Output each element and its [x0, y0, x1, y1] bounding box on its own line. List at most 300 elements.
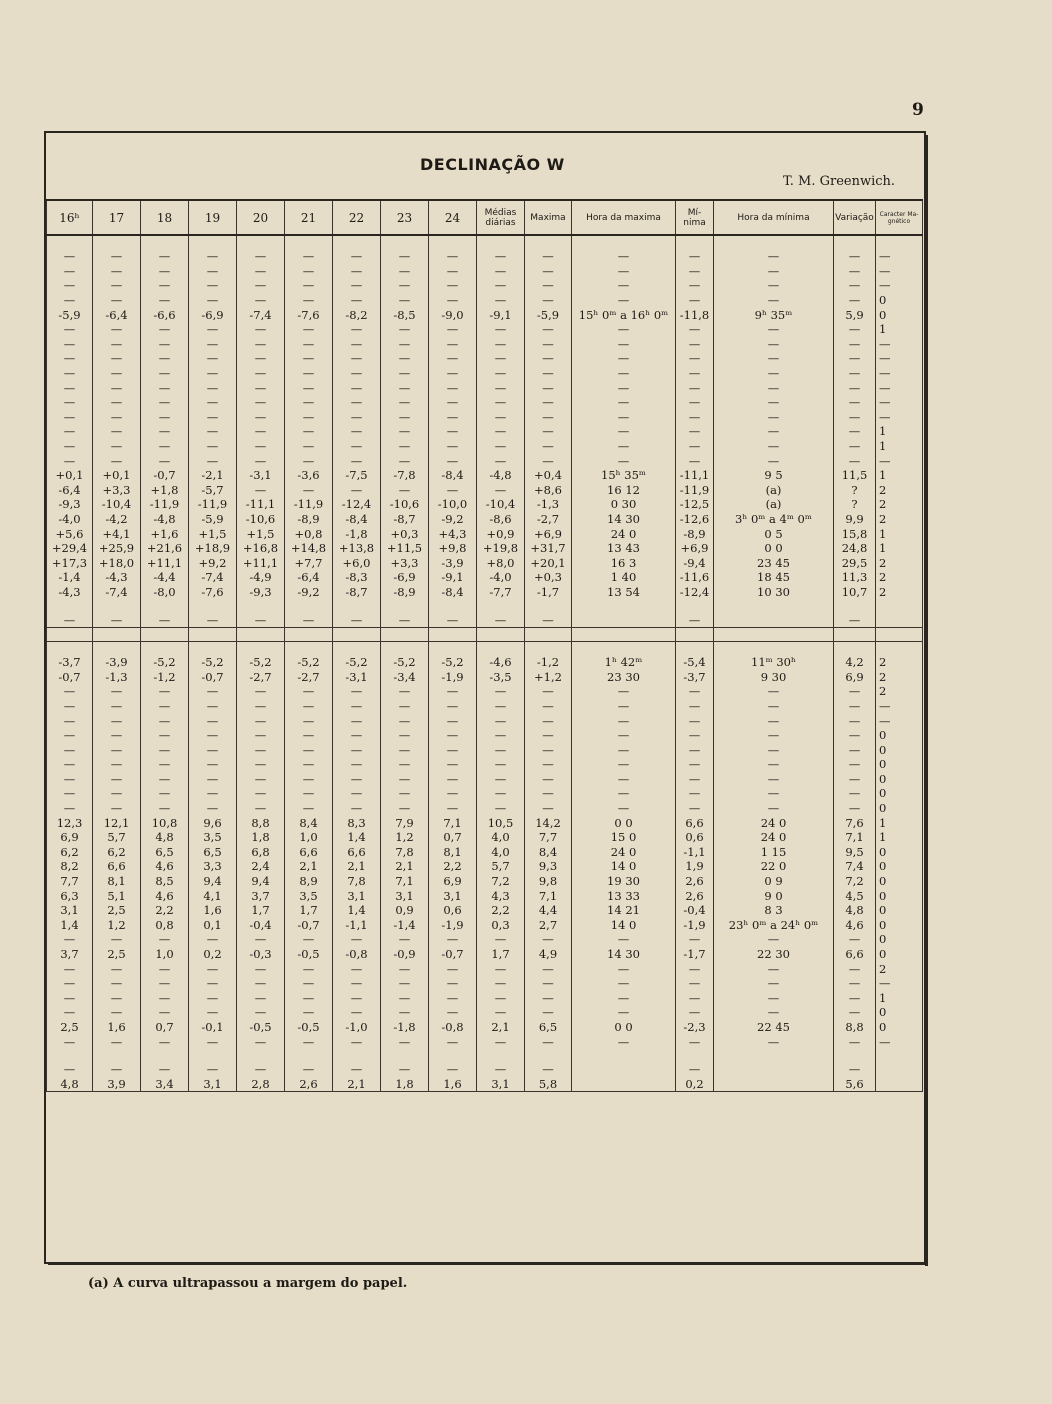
table-cell: 2,1 — [285, 859, 333, 874]
table-cell: — — [189, 322, 237, 337]
table-cell: -10,0 — [429, 497, 477, 512]
table-cell: -3,1 — [237, 468, 285, 483]
table-cell: — — [189, 757, 237, 772]
table-cell: — — [525, 757, 572, 772]
table-cell: — — [189, 1062, 237, 1077]
table-cell — [714, 612, 834, 627]
table-cell: 2,1 — [381, 859, 429, 874]
table-cell: — — [381, 772, 429, 787]
table-cell: -8,4 — [429, 468, 477, 483]
table-cell: — — [381, 757, 429, 772]
col-header: Mí- nima — [676, 200, 714, 235]
table-cell: — — [429, 278, 477, 293]
table-cell: 9,8 — [525, 874, 572, 889]
table-cell: — — [572, 293, 676, 308]
table-cell: — — [141, 713, 189, 728]
table-cell: 7,2 — [477, 874, 525, 889]
table-cell: 1 15 — [714, 845, 834, 860]
table-cell: 8,4 — [525, 845, 572, 860]
table-row — [47, 757, 923, 772]
col-header: 16ʰ — [47, 200, 93, 235]
table-cell: — — [477, 278, 525, 293]
table-cell: 1,2 — [93, 918, 141, 933]
table-cell: -0,7 — [285, 918, 333, 933]
table-cell: — — [572, 453, 676, 468]
table-cell: — — [676, 410, 714, 425]
table-cell: — — [141, 699, 189, 714]
table-cell: — — [285, 322, 333, 337]
table-cell: — — [333, 249, 381, 264]
table-cell: — — [285, 453, 333, 468]
table-cell: — — [477, 380, 525, 395]
table-cell: — — [834, 612, 876, 627]
table-cell: — — [525, 699, 572, 714]
table-cell: — — [429, 410, 477, 425]
table-cell: — — [285, 439, 333, 454]
table-cell: — — [572, 351, 676, 366]
table-cell: — — [429, 395, 477, 410]
table-cell: — — [141, 337, 189, 352]
table-cell: — — [93, 380, 141, 395]
table-cell: — — [429, 1005, 477, 1020]
table-cell: — — [141, 278, 189, 293]
table-cell: 0,2 — [189, 947, 237, 962]
table-cell: — — [676, 991, 714, 1006]
table-cell: 3,1 — [189, 1076, 237, 1091]
table-cell: 3,1 — [333, 888, 381, 903]
table-cell — [572, 1076, 676, 1091]
table-cell: — — [141, 380, 189, 395]
table-cell: 7,1 — [381, 874, 429, 889]
table-cell: 1,7 — [237, 903, 285, 918]
table-cell: -4,4 — [141, 570, 189, 585]
table-cell: 11ᵐ 30ʰ — [714, 655, 834, 670]
table-cell: — — [429, 264, 477, 279]
table-cell: — — [285, 366, 333, 381]
table-cell: — — [676, 293, 714, 308]
table-cell: 7,8 — [333, 874, 381, 889]
table-cell: — — [93, 932, 141, 947]
table-cell: — — [714, 410, 834, 425]
table-cell: — — [834, 786, 876, 801]
table-row — [47, 815, 923, 830]
table-cell: 0 — [876, 888, 923, 903]
table-cell: — — [189, 684, 237, 699]
table-cell: — — [572, 684, 676, 699]
table-cell: 14 21 — [572, 903, 676, 918]
table-cell: — — [237, 380, 285, 395]
table-cell: — — [285, 976, 333, 991]
table-row — [47, 801, 923, 816]
table-cell: 24 0 — [572, 526, 676, 541]
table-cell: +6,0 — [333, 555, 381, 570]
table-cell: 0,6 — [429, 903, 477, 918]
table-cell: — — [381, 699, 429, 714]
table-cell: — — [285, 483, 333, 498]
table-cell: — — [381, 249, 429, 264]
table-row — [47, 1062, 923, 1077]
table-cell: 16 12 — [572, 483, 676, 498]
table-cell: — — [93, 786, 141, 801]
table-cell: — — [381, 366, 429, 381]
table-cell: — — [525, 249, 572, 264]
table-cell: 2 — [876, 570, 923, 585]
table-cell: — — [333, 351, 381, 366]
table-cell: -7,7 — [477, 585, 525, 600]
table-cell: — — [381, 424, 429, 439]
col-header: 22 — [333, 200, 381, 235]
table-cell: 2,2 — [477, 903, 525, 918]
table-cell: — — [47, 1034, 93, 1049]
table-cell: -0,4 — [676, 903, 714, 918]
table-cell: — — [429, 801, 477, 816]
table-cell: — — [477, 351, 525, 366]
table-cell: — — [676, 612, 714, 627]
col-header: Maxima — [525, 200, 572, 235]
table-cell: — — [333, 757, 381, 772]
table-cell: — — [333, 439, 381, 454]
table-cell: — — [676, 249, 714, 264]
table-row — [47, 932, 923, 947]
table-cell: — — [141, 757, 189, 772]
table-cell: -8,5 — [381, 307, 429, 322]
table-cell: — — [141, 322, 189, 337]
table-cell: -7,5 — [333, 468, 381, 483]
table-subtitle: T. M. Greenwich. — [783, 174, 896, 189]
table-cell: 2,1 — [477, 1020, 525, 1035]
col-header: 17 — [93, 200, 141, 235]
table-cell: -5,4 — [676, 655, 714, 670]
table-cell: — — [676, 699, 714, 714]
table-cell: — — [237, 1062, 285, 1077]
table-cell: — — [47, 932, 93, 947]
table-title: DECLINAÇÃO W — [420, 155, 565, 174]
table-cell: — — [285, 699, 333, 714]
table-cell: — — [572, 728, 676, 743]
table-cell: — — [429, 453, 477, 468]
table-cell: — — [572, 439, 676, 454]
table-row — [47, 468, 923, 483]
table-cell: — — [429, 961, 477, 976]
table-cell: +8,0 — [477, 555, 525, 570]
table-cell: -6,4 — [93, 307, 141, 322]
table-cell: — — [141, 932, 189, 947]
table-cell: -1,4 — [47, 570, 93, 585]
table-cell: 9,4 — [237, 874, 285, 889]
table-cell: -4,2 — [93, 512, 141, 527]
table-cell: -1,3 — [525, 497, 572, 512]
table-cell: -5,2 — [333, 655, 381, 670]
table-cell: — — [714, 366, 834, 381]
table-cell: — — [676, 395, 714, 410]
table-cell: — — [47, 337, 93, 352]
table-cell: 1,0 — [141, 947, 189, 962]
table-cell: 4,1 — [189, 888, 237, 903]
table-cell: -0,1 — [189, 1020, 237, 1035]
table-cell: 24 0 — [714, 830, 834, 845]
table-cell: -0,7 — [47, 669, 93, 684]
table-cell: 8,5 — [141, 874, 189, 889]
table-row — [47, 888, 923, 903]
table-cell: — — [141, 366, 189, 381]
table-cell: — — [333, 728, 381, 743]
table-cell: +0,3 — [381, 526, 429, 541]
table-cell: 3,5 — [285, 888, 333, 903]
table-cell: — — [572, 249, 676, 264]
table-cell: — — [141, 801, 189, 816]
table-cell: -9,3 — [237, 585, 285, 600]
table-cell: — — [237, 961, 285, 976]
table-cell: -3,1 — [333, 669, 381, 684]
table-cell: — — [381, 410, 429, 425]
table-cell: 9 30 — [714, 669, 834, 684]
table-cell: 1 — [876, 991, 923, 1006]
table-cell: — — [834, 337, 876, 352]
table-cell: -0,7 — [141, 468, 189, 483]
declination-table — [46, 199, 923, 1092]
table-cell: — — [93, 684, 141, 699]
table-cell: — — [93, 351, 141, 366]
table-cell: 4,3 — [477, 888, 525, 903]
table-cell: 2,8 — [237, 1076, 285, 1091]
table-cell: 2,5 — [47, 1020, 93, 1035]
table-cell: 14,2 — [525, 815, 572, 830]
table-cell: — — [429, 483, 477, 498]
table-cell: 7,4 — [834, 859, 876, 874]
table-cell: +0,1 — [93, 468, 141, 483]
table-cell: — — [572, 961, 676, 976]
table-cell: — — [93, 961, 141, 976]
table-cell: — — [525, 728, 572, 743]
table-cell: — — [676, 439, 714, 454]
table-row — [47, 293, 923, 308]
table-cell: — — [834, 439, 876, 454]
table-cell: — — [237, 264, 285, 279]
table-cell: — — [714, 728, 834, 743]
table-cell: -3,7 — [47, 655, 93, 670]
table-cell: — — [47, 380, 93, 395]
table-cell: -11,8 — [676, 307, 714, 322]
table-cell: — — [834, 991, 876, 1006]
table-cell: 7,7 — [525, 830, 572, 845]
table-cell: — — [477, 424, 525, 439]
table-cell: — — [525, 801, 572, 816]
table-cell: — — [477, 801, 525, 816]
table-cell: — — [477, 249, 525, 264]
table-cell: -8,4 — [429, 585, 477, 600]
table-cell: — — [429, 380, 477, 395]
table-cell: — — [381, 337, 429, 352]
col-header: Hora da maxima — [572, 200, 676, 235]
table-cell: — — [237, 410, 285, 425]
table-cell: 0,7 — [141, 1020, 189, 1035]
table-cell: — — [93, 424, 141, 439]
table-cell: -0,7 — [189, 669, 237, 684]
table-cell: -12,6 — [676, 512, 714, 527]
table-cell: — — [714, 961, 834, 976]
table-cell: — — [47, 728, 93, 743]
table-cell: — — [237, 772, 285, 787]
table-cell: 3,1 — [477, 1076, 525, 1091]
table-cell: — — [333, 278, 381, 293]
table-cell: 3ʰ 0ᵐ a 4ᵐ 0ᵐ — [714, 512, 834, 527]
table-cell: — — [237, 395, 285, 410]
table-cell: — — [285, 293, 333, 308]
table-cell: — — [876, 713, 923, 728]
table-cell: 6,3 — [47, 888, 93, 903]
table-cell: — — [47, 395, 93, 410]
table-cell: — — [285, 772, 333, 787]
table-cell: -2,7 — [285, 669, 333, 684]
table-cell: 13 33 — [572, 888, 676, 903]
table-cell: -1,9 — [429, 918, 477, 933]
table-cell: -0,8 — [333, 947, 381, 962]
table-cell: 8,8 — [834, 1020, 876, 1035]
table-cell: — — [141, 612, 189, 627]
table-cell: 0 — [876, 947, 923, 962]
table-cell: — — [381, 293, 429, 308]
table-cell: 1ʰ 42ᵐ — [572, 655, 676, 670]
col-header: Hora da mínima — [714, 200, 834, 235]
table-cell: 6,6 — [834, 947, 876, 962]
table-cell: — — [237, 713, 285, 728]
table-cell: +4,1 — [93, 526, 141, 541]
table-row — [47, 612, 923, 627]
table-cell: — — [714, 424, 834, 439]
table-cell: 4,8 — [834, 903, 876, 918]
table-cell: 0 — [876, 874, 923, 889]
table-cell: 12,3 — [47, 815, 93, 830]
table-cell: +11,1 — [141, 555, 189, 570]
table-cell: 6,9 — [834, 669, 876, 684]
table-cell: — — [676, 786, 714, 801]
table-cell: — — [714, 699, 834, 714]
table-cell: — — [237, 786, 285, 801]
table-cell: -0,4 — [237, 918, 285, 933]
table-cell: — — [572, 410, 676, 425]
table-cell: — — [714, 684, 834, 699]
table-cell: — — [285, 337, 333, 352]
table-cell: +1,5 — [189, 526, 237, 541]
table-cell: — — [714, 337, 834, 352]
table-cell: — — [237, 278, 285, 293]
table-cell: — — [47, 757, 93, 772]
table-cell: -2,1 — [189, 468, 237, 483]
table-cell: 0 — [876, 772, 923, 787]
table-cell: — — [834, 278, 876, 293]
table-cell: — — [477, 395, 525, 410]
table-cell: — — [47, 976, 93, 991]
table-cell: -2,3 — [676, 1020, 714, 1035]
table-cell: — — [47, 293, 93, 308]
table-cell: — — [93, 772, 141, 787]
table-cell: — — [834, 742, 876, 757]
table-row — [47, 874, 923, 889]
table-cell: 12,1 — [93, 815, 141, 830]
table-cell: — — [572, 337, 676, 352]
table-cell: -6,6 — [141, 307, 189, 322]
table-cell: -9,2 — [429, 512, 477, 527]
table-cell: -11,9 — [189, 497, 237, 512]
table-cell — [876, 612, 923, 627]
table-cell: 9 5 — [714, 468, 834, 483]
table-cell: -1,1 — [333, 918, 381, 933]
table-cell: — — [141, 453, 189, 468]
table-cell: — — [525, 1034, 572, 1049]
table-cell: 14 30 — [572, 947, 676, 962]
table-cell: 4,0 — [477, 845, 525, 860]
table-cell: — — [381, 961, 429, 976]
table-cell: 1,7 — [477, 947, 525, 962]
table-cell: — — [237, 439, 285, 454]
table-cell: — — [525, 612, 572, 627]
table-cell: — — [47, 439, 93, 454]
table-row — [47, 845, 923, 860]
table-cell: — — [141, 728, 189, 743]
table-cell: +11,5 — [381, 541, 429, 556]
table-cell: -11,1 — [676, 468, 714, 483]
table-cell: — — [834, 713, 876, 728]
table-cell: — — [834, 976, 876, 991]
table-cell: — — [285, 786, 333, 801]
table-cell: — — [525, 351, 572, 366]
table-cell: 2 — [876, 555, 923, 570]
table-cell: 3,7 — [237, 888, 285, 903]
table-cell: — — [237, 757, 285, 772]
table-row — [47, 830, 923, 845]
table-cell: — — [237, 351, 285, 366]
table-cell: — — [237, 453, 285, 468]
table-cell — [876, 1076, 923, 1091]
table-cell: 0 0 — [572, 1020, 676, 1035]
table-cell: — — [47, 322, 93, 337]
table-cell: — — [333, 612, 381, 627]
table-cell: — — [285, 713, 333, 728]
table-cell: -7,4 — [189, 570, 237, 585]
table-cell: 0,3 — [477, 918, 525, 933]
table-cell: — — [93, 410, 141, 425]
table-cell: -7,4 — [237, 307, 285, 322]
table-cell: 9ʰ 35ᵐ — [714, 307, 834, 322]
table-cell: — — [714, 991, 834, 1006]
table-cell: -4,0 — [477, 570, 525, 585]
table-cell: — — [676, 453, 714, 468]
table-row — [47, 669, 923, 684]
table-cell: -0,8 — [429, 1020, 477, 1035]
table-cell: 8,9 — [285, 874, 333, 889]
table-cell: — — [189, 612, 237, 627]
table-cell: — — [47, 1062, 93, 1077]
table-cell: — — [834, 1062, 876, 1077]
table-cell: — — [47, 410, 93, 425]
table-cell: 1,0 — [285, 830, 333, 845]
table-cell: — — [429, 742, 477, 757]
table-row — [47, 526, 923, 541]
table-cell: — — [714, 1034, 834, 1049]
table-cell: — — [141, 249, 189, 264]
table-cell: 2,2 — [141, 903, 189, 918]
table-cell: -9,1 — [477, 307, 525, 322]
table-cell: ? — [834, 497, 876, 512]
table-cell: 0 30 — [572, 497, 676, 512]
table-cell: — — [572, 786, 676, 801]
table-cell: — — [676, 757, 714, 772]
table-cell: -9,2 — [285, 585, 333, 600]
table-cell: 8,2 — [47, 859, 93, 874]
table-row — [47, 786, 923, 801]
table-cell: -4,0 — [47, 512, 93, 527]
table-cell: — — [189, 742, 237, 757]
